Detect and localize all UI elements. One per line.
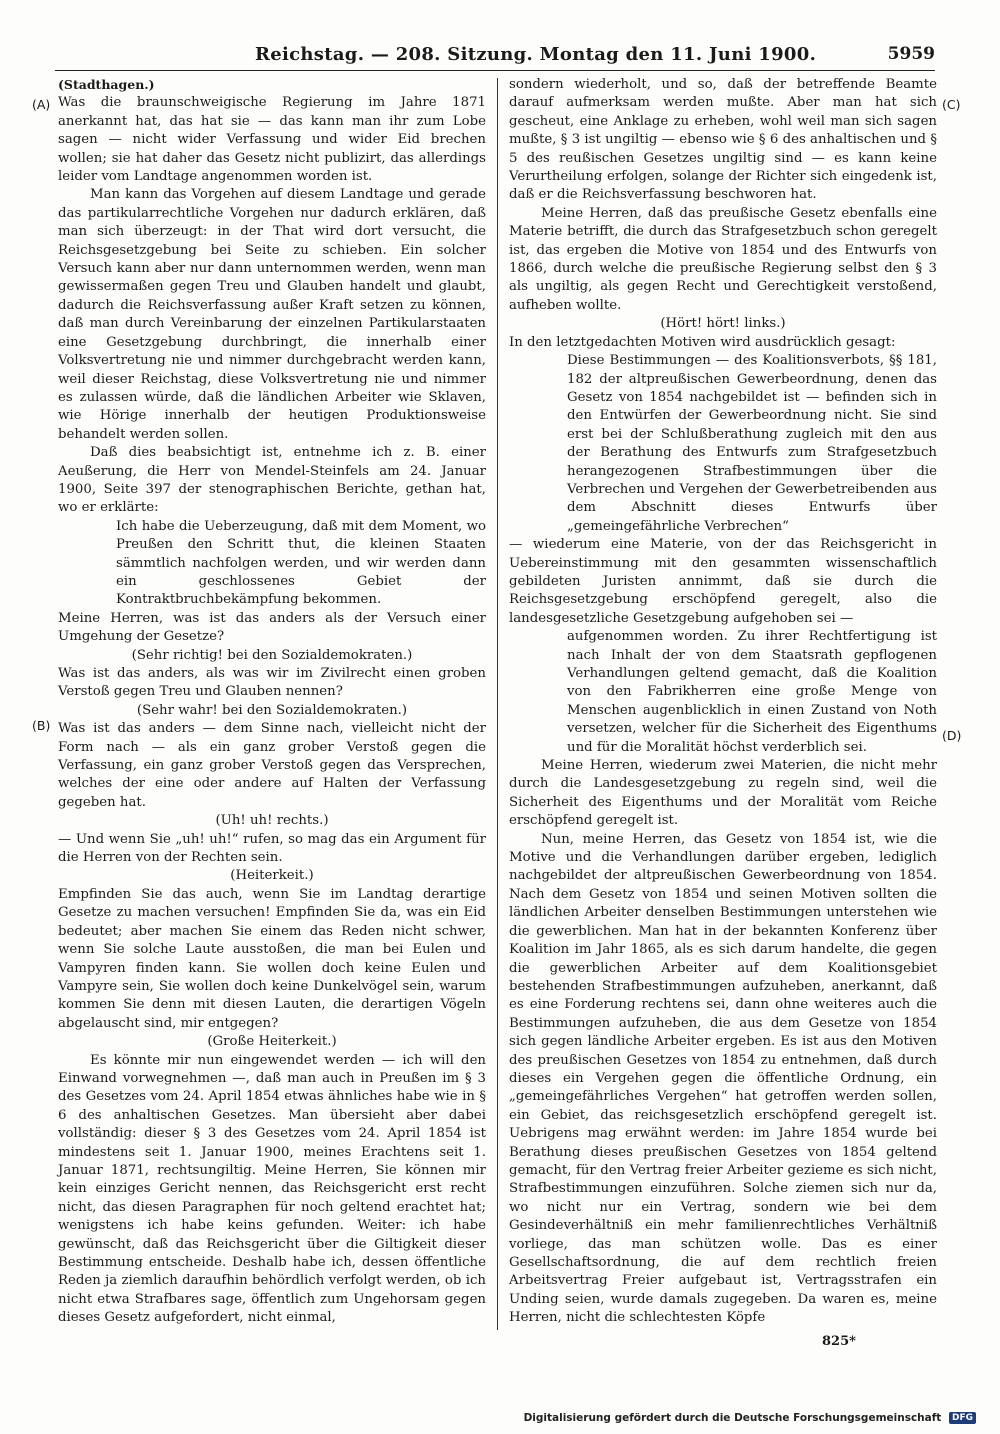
- margin-marker-a: (A): [32, 97, 51, 112]
- paragraph: Empfinden Sie das auch, wenn Sie im Landtag derartige Gesetze zu machen versuchen! Empfinden Sie da, was ein Eid bedeutet; aber machen Sie einem das Reden nicht schwer, wenn Sie solche Laute ausstoßen, die man bei Eulen und Vampyren finden kann. Sie wollen doch keine Eulen und Vampyre sein, Sie wollen doch keine Dunkelvögel sein, warum kommen Sie denn mit diesen Lauten, die derartigen Vögeln abgelauscht sind, mir entgegen?: [58, 886, 486, 1031]
- margin-marker-b: (B): [32, 718, 51, 733]
- paragraph: Was ist das anders — dem Sinne nach, vielleicht nicht der Form nach — als ein ganz grober Verstoß gegen die Verfassung, ein ganz grober Verstoß gegen das Versprechen, welches der eine oder andere auf Halten der Verfassung gegeben hat.: [58, 721, 486, 810]
- interjection: (Sehr wahr! bei den Sozialdemokraten.): [136, 702, 408, 718]
- interjection: (Heiterkeit.): [230, 868, 314, 884]
- paragraph: Meine Herren, wiederum zwei Materien, die nicht mehr durch die Landesgesetzgebung zu regeln sind, weil die Sicherheit des Eigenthums und der Moralität vom Reiche erschöpfend geregelt ist.: [509, 758, 937, 829]
- sheet-number: 825*: [822, 1334, 856, 1349]
- digitization-credit: [524, 1412, 976, 1424]
- quotation: Diese Bestimmungen — des Koalitionsverbots, §§ 181, 182 der altpreußischen Gewerbeordnung, denen das Gesetz von 1854 nachgebildet ist — befinden sich in den Entwürfen der Gewerbeordnung nicht. Sie sind erst bei der Schlußberathung zugleich mit den aus der Berathung des Entwurfs zum Strafgesetzbuch herangezogenen Strafbestimmungen über die Verbrechen und Vergehen der Gewerbetreibenden aus dem Abschnitt dieses Entwurfs über „gemeingefährliche Verbrechen“: [567, 353, 937, 534]
- paragraph: Daß dies beabsichtigt ist, entnehme ich z. B. einer Aeußerung, die Herr von Mendel-Steinfels am 24. Januar 1900, Seite 397 der stenographischen Berichte, gethan hat, wo er erklärte:: [58, 445, 486, 516]
- paragraph: — Und wenn Sie „uh! uh!“ rufen, so mag das ein Argument für die Herren von der Rechten sein.: [58, 831, 486, 866]
- interjection: (Uh! uh! rechts.): [215, 813, 329, 829]
- left-column: [58, 76, 486, 1328]
- page-header: [55, 44, 935, 71]
- paragraph: — wiederum eine Materie, von der das Reichsgericht in Uebereinstimmung mit den gesammten wissenschaftlich gebildeten Juristen annimmt, daß sie durch die Reichsgesetzgebung erschöpfend geregelt, also die landesgesetzliche Gesetzgebung aufgehoben sei —: [509, 537, 937, 626]
- paragraph: Was die braunschweigische Regierung im Jahre 1871 anerkannt hat, das hat sie — das kann man ihr zum Lobe sagen — nicht wider Verfassung und wider Eid brechen wollen; sie hat daher das Gesetz nicht publizirt, das allerdings leider vom Landtage angenommen worden ist.: [58, 95, 486, 185]
- quotation: aufgenommen worden. Zu ihrer Rechtfertigung ist nach Inhalt der von dem Staatsrath gepflogenen Verhandlungen geltend gemacht, daß die Koalition von den Fabrikherren eine große Menge von Menschen augenblicklich in einen Zustand von Noth versetzen, welcher für die Sicherheit des Eigenthums und für die Moralität höchst verderblich sei.: [567, 629, 937, 755]
- paragraph: Man kann das Vorgehen auf diesem Landtage und gerade das partikularrechtliche Vorgehen nur dadurch erklären, daß man sich überzeugt: in der That wird dort versucht, die Reichsgesetzgebung bei Seite zu schieben. Ein solcher Versuch kann aber nur dann unternommen werden, wenn man gewissermaßen gegen Treu und Glauben handelt und glaubt, dadurch die Reichsverfassung außer Kraft setzen zu können, daß man durch Vereinbarung der einzelnen Partikularstaaten eine Gesetzgebung durchbringt, die innerhalb einer Volksvertretung nie und nimmer durchgebracht werden kann, weil dieser Reichstag, diese Volksvertretung nie und nimmer es zulassen würde, daß die ländlichen Arbeiter wie Sklaven, wie Hörige innerhalb der heutigen Produktionsweise behandelt werden sollen.: [58, 187, 486, 442]
- paragraph: Meine Herren, daß das preußische Gesetz ebenfalls eine Materie betrifft, die durch das Strafgesetzbuch schon geregelt ist, das ergeben die Motive von 1854 und des Entwurfs von 1866, durch welche die preußische Regierung selbst den § 3 als ungiltig, als gegen Recht und Gerechtigkeit verstoßend, aufheben wollte.: [509, 205, 937, 313]
- credit-text: Digitalisierung gefördert durch die Deutsche Forschungsgemeinschaft: [523, 1412, 942, 1424]
- column-divider: [497, 78, 498, 1330]
- speaker-label: (Stadthagen.): [58, 77, 155, 92]
- margin-marker-d: (D): [942, 728, 962, 743]
- paragraph: Nun, meine Herren, das Gesetz von 1854 ist, wie die Motive und die Verhandlungen darüber ergeben, lediglich nachgebildet der altpreußischen Gewerbeordnung von 1854. Nach dem Gesetz von 1854 und seinen Motiven sollten die ländlichen Arbeiter denselben Bestimmungen unterstehen wie die gewerblichen. Man hat in der bekannten Konferenz über Koalition im Jahr 1865, als es sich darum handelte, die gegen die gewerblichen Arbeiter auf dem Koalitionsgebiet bestehenden Strafbestimmungen aufzuheben, anerkannt, daß es eine Forderung rechtens sei, dann ohne weiteres auch die Bestimmungen aufzuheben, die aus dem Gesetze von 1854 sich gegen ländliche Arbeiter ergeben. Es ist aus den Motiven des preußischen Gesetzes von 1854 zu entnehmen, daß durch dieses ein Vergehen gegen die öffentliche Ordnung, ein „gemeingefährliches Vergehen“ hat getroffen werden sollen, ein Gebiet, das reichsgesetzlich erschöpfend geregelt ist. Uebrigens mag erwähnt werden: im Jahre 1854 wurde bei Berathung dieses preußischen Gesetzes von 1854 geltend gemacht, für den Vertrag freier Arbeiter gezieme es sich nicht, Strafbestimmungen einzuführen. Solche ziemen sich nur da, wo nicht nur ein Vertrag, sondern wie bei dem Gesindeverhältniß ein mehr familienrechtliches Verhältniß vorliege, das man schützen wolle. Das es einer Gesellschaftsordnung, die auf dem rechtlich freien Arbeitsvertrag Freier aufgebaut ist, Vertragsstrafen ein Unding seien, wurde damals zugegeben. Da waren es, meine Herren, nicht die schlechtesten Köpfe: [509, 831, 937, 1326]
- quotation: Ich habe die Ueberzeugung, daß mit dem Moment, wo Preußen den Schritt thut, die kleinen Staaten sämmtlich nachfolgen werden, und wir werden dann ein geschlossenes Gebiet der Kontraktbruchbekämpfung bekommen.: [116, 518, 486, 608]
- interjection: (Große Heiterkeit.): [207, 1034, 337, 1050]
- paragraph: In den letztgedachten Motiven wird ausdrücklich gesagt:: [509, 334, 896, 350]
- page-number: 5959: [887, 44, 935, 64]
- dfg-logo-icon: DFG: [949, 1412, 976, 1424]
- paragraph: sondern wiederholt, und so, daß der betreffende Beamte darauf aufmerksam werden mußte. Aber man hat sich gescheut, eine Anklage zu erheben, wohl weil man sich sagen mußte, § 3 ist ungiltig — ebenso wie § 6 des anhaltischen und § 5 des reußischen Gesetzes ungiltig sind — es kann keine Verurtheilung erfolgen, solange der Richter sich eingedenk ist, daß er die Reichsverfassung beschworen hat.: [509, 77, 937, 203]
- page-title: Reichstag. — 208. Sitzung. Montag den 11. Juni 1900.: [255, 44, 817, 65]
- margin-marker-c: (C): [942, 97, 961, 112]
- paragraph: Meine Herren, was ist das anders als der Versuch einer Umgehung der Gesetze?: [58, 610, 486, 645]
- paragraph: Was ist das anders, als was wir im Zivilrecht einen groben Verstoß gegen Treu und Glauben nennen?: [58, 666, 486, 700]
- right-column: [509, 76, 937, 1328]
- interjection: (Sehr richtig! bei den Sozialdemokraten.): [131, 647, 413, 663]
- paragraph: Es könnte mir nun eingewendet werden — ich will den Einwand vorwegnehmen —, daß man auch in Preußen im § 3 des Gesetzes vom 24. April 1854 etwas ähnliches habe wie in § 6 des anhaltischen Gesetzes. Man übersieht aber dabei vollständig: dieser § 3 des Gesetzes vom 24. April 1854 ist mindestens seit 1. Januar 1900, meines Erachtens seit 1. Januar 1871, rechtsungiltig. Meine Herren, Sie können mir kein einziges Gericht nennen, das Reichsgericht erst recht nicht, das diesen Paragraphen für noch geltend erachtet hat; wenigstens ich habe keins gefunden. Weiter: ich habe gewünscht, daß das Reichsgericht über die Giltigkeit dieser Bestimmung entscheide. Deshalb habe ich, dessen öffentliche Reden ja ziemlich daraufhin behördlich verfolgt werden, ob ich nicht etwa Strafbares sage, öffentlich zum Ungehorsam gegen dieses Gesetz aufgefordert, nicht einmal,: [58, 1052, 486, 1326]
- interjection: (Hört! hört! links.): [660, 316, 786, 332]
